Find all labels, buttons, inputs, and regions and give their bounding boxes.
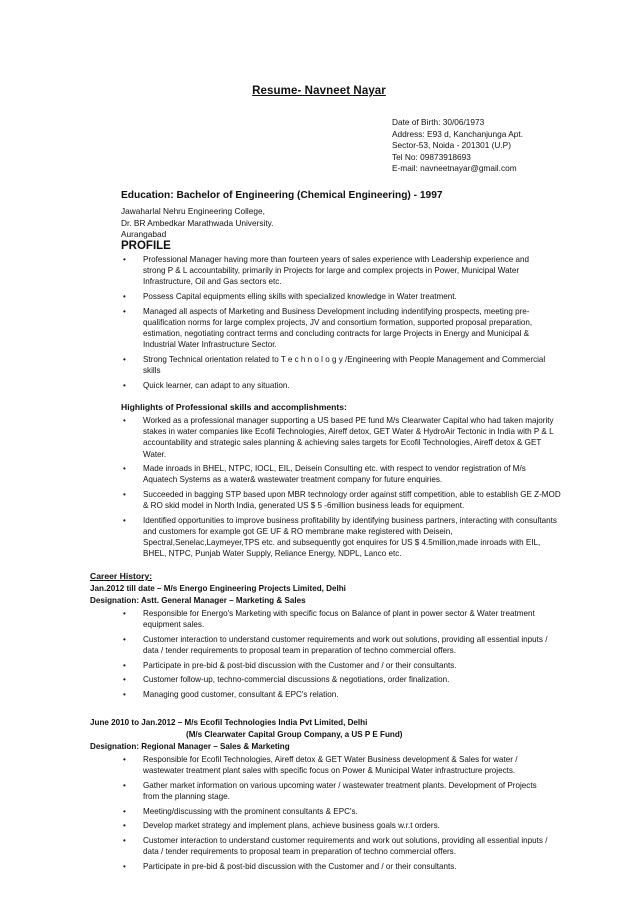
education-details [121,206,273,241]
list-item: • Succeeded in bagging STP based upon MBR technology order against stiff competition, able to establish GE Z-MOD & RO skid model in North India, generated US $ 5 -6million business leads for equipment. [123,490,561,511]
college-city: Aurangabad [121,229,167,240]
bullet-icon: • [123,354,126,364]
list-item: • Made inroads in BHEL, NTPC, IOCL, EIL, Deisein Consulting etc. with respect to vendor registration of M/s Aquatech Systems as a water& wastewater treatment company for future enquiries. [123,464,526,485]
bullet-icon: • [123,255,126,264]
list-item: • Responsible for Energo's Marketing with specific focus on Balance of plant in power sector & Water treatment equipment sales. [123,609,535,630]
bullet-icon: • [123,806,126,816]
profile-list [121,254,551,394]
date-of-birth: Date of Birth: 30/06/1973 [392,117,485,127]
job2-company: (M/s Clearwater Capital Group Company, a US P E Fund) [186,730,403,739]
job1-duties-list [121,608,551,703]
college-name: Jawaharlal Nehru Engineering College, [121,206,265,216]
bullet-icon: • [123,292,126,301]
contact-block [392,117,523,175]
list-item: • Strong Technical orientation related to T e c h n o l o g y /Engineering with People Management and Commercial skills [123,354,546,375]
job1-period: Jan.2012 till date – M/s Energo Engineering Projects Limited, Delhi [90,584,346,593]
list-item: • Identified opportunities to improve business profitability by identifying business partners, interacting with consultants and customers for example got GE UF & RO membrane make registered with Deisein, Spectral,Senelac,Laymeyer,TPS etc. and subsequently got enquires for US $ 4.5million,made inroads with EIL, BHEL, NTPC, Punjab Water Supply, Reliance Energy, NDPL, Lanco etc. [123,515,557,559]
phone-number: Tel No: 09873918693 [392,151,471,162]
bullet-icon: • [123,306,126,316]
highlights-heading: Highlights of Professional skills and accomplishments: [121,402,347,412]
address-line: Address: E93 d, Kanchanjunga Apt. [392,128,523,139]
bullet-icon: • [123,835,126,845]
list-item: • Participate in pre-bid & post-bid discussion with the Customer and / or their consultants. [123,861,457,871]
bullet-icon: • [123,755,126,764]
bullet-icon: • [123,660,126,670]
list-item: • Customer follow-up, techno-commercial discussions & negotiations, order finalization. [123,675,450,685]
job2-designation: Designation: Regional Manager – Sales & Marketing [90,742,290,751]
list-item: • Gather market information on various upcoming water / wastewater treatment plants. Development of Projects from the planning stage. [123,780,537,801]
list-item: • Managed all aspects of Marketing and Business Development including indentifying prospects, meeting pre-qualification norms for large complex projects, JV and consortium formation, supported proposal preparation, estimation, negotiating contract terms and concluding contracts for large Projects in Energy and Municipal & Industrial Water Infrastructure Sector. [123,306,533,350]
bullet-icon: • [123,861,126,871]
list-item: • Participate in pre-bid & post-bid discussion with the Customer and / or their consultants. [123,660,457,670]
list-item: • Possess Capital equipments elling skills with specialized knowledge in Water treatment. [123,292,457,301]
bullet-icon: • [123,490,126,499]
bullet-icon: • [123,821,126,831]
education-heading: Education: Bachelor of Engineering (Chemical Engineering) - 1997 [121,190,443,201]
job2-duties-list [121,754,551,875]
list-item: • Customer interaction to understand customer requirements and work out solutions, providing all essential inputs / data / tender requirements to proposal team in preparation of techno commercial offers. [123,634,548,655]
bullet-icon: • [123,464,126,474]
bullet-icon: • [123,689,126,699]
bullet-icon: • [123,780,126,790]
list-item: • Customer interaction to understand customer requirements and work out solutions, providing all essential inputs / data / tender requirements to proposal team in preparation of techno commercial offers. [123,835,548,856]
list-item: • Responsible for Ecofil Technologies, Aireff detox & GET Water Business development & Sales for water / wastewater treatment plant sales with specific focus on Power & Municipal Water infrastructure projects. [123,755,518,776]
bullet-icon: • [123,515,126,525]
sector-line: Sector-53, Noida - 201301 (U.P) [392,140,511,151]
bullet-icon: • [123,675,126,685]
highlights-list [121,415,561,563]
list-item: • Meeting/discussing with the prominent consultants & EPC's. [123,806,358,816]
resume-title: Resume- Navneet Nayar [252,85,386,97]
university-name: Dr. BR Ambedkar Marathwada University. [121,217,274,228]
list-item: • Professional Manager having more than fourteen years of sales experience with Leadership experience and strong P & L accountability, primarily in Projects for large and complex projects in Power, Municipal Water Infrastructure, Oil and Gas sectors etc. [123,255,530,287]
list-item: • Quick learner, can adapt to any situation. [123,380,290,390]
bullet-icon: • [123,416,126,425]
bullet-icon: • [123,634,126,644]
email-address: E-mail: navneetnayar@gmail.com [392,163,517,174]
job1-designation: Designation: Astt. General Manager – Marketing & Sales [90,596,306,605]
bullet-icon: • [123,609,126,618]
list-item: • Worked as a professional manager supporting a US based PE fund M/s Clearwater Capital who had taken majority stakes in water companies like Ecofil Technologies, Aireff detox, GET Water & HydroAir Tectonic in India with P & L accountability and strategic sales planning & achieving sales targets for Ecofil Technologies, Aireff detox & GET Water. [123,416,554,459]
career-heading: Career History: [90,571,153,581]
bullet-icon: • [123,380,126,390]
job2-period: June 2010 to Jan.2012 – M/s Ecofil Technologies India Pvt Limited, Delhi [90,718,368,727]
list-item: • Managing good customer, consultant & EPC's relation. [123,689,339,699]
profile-heading: PROFILE [121,240,171,252]
list-item: • Develop market strategy and implement plans, achieve business goals w.r.t orders. [123,821,440,831]
